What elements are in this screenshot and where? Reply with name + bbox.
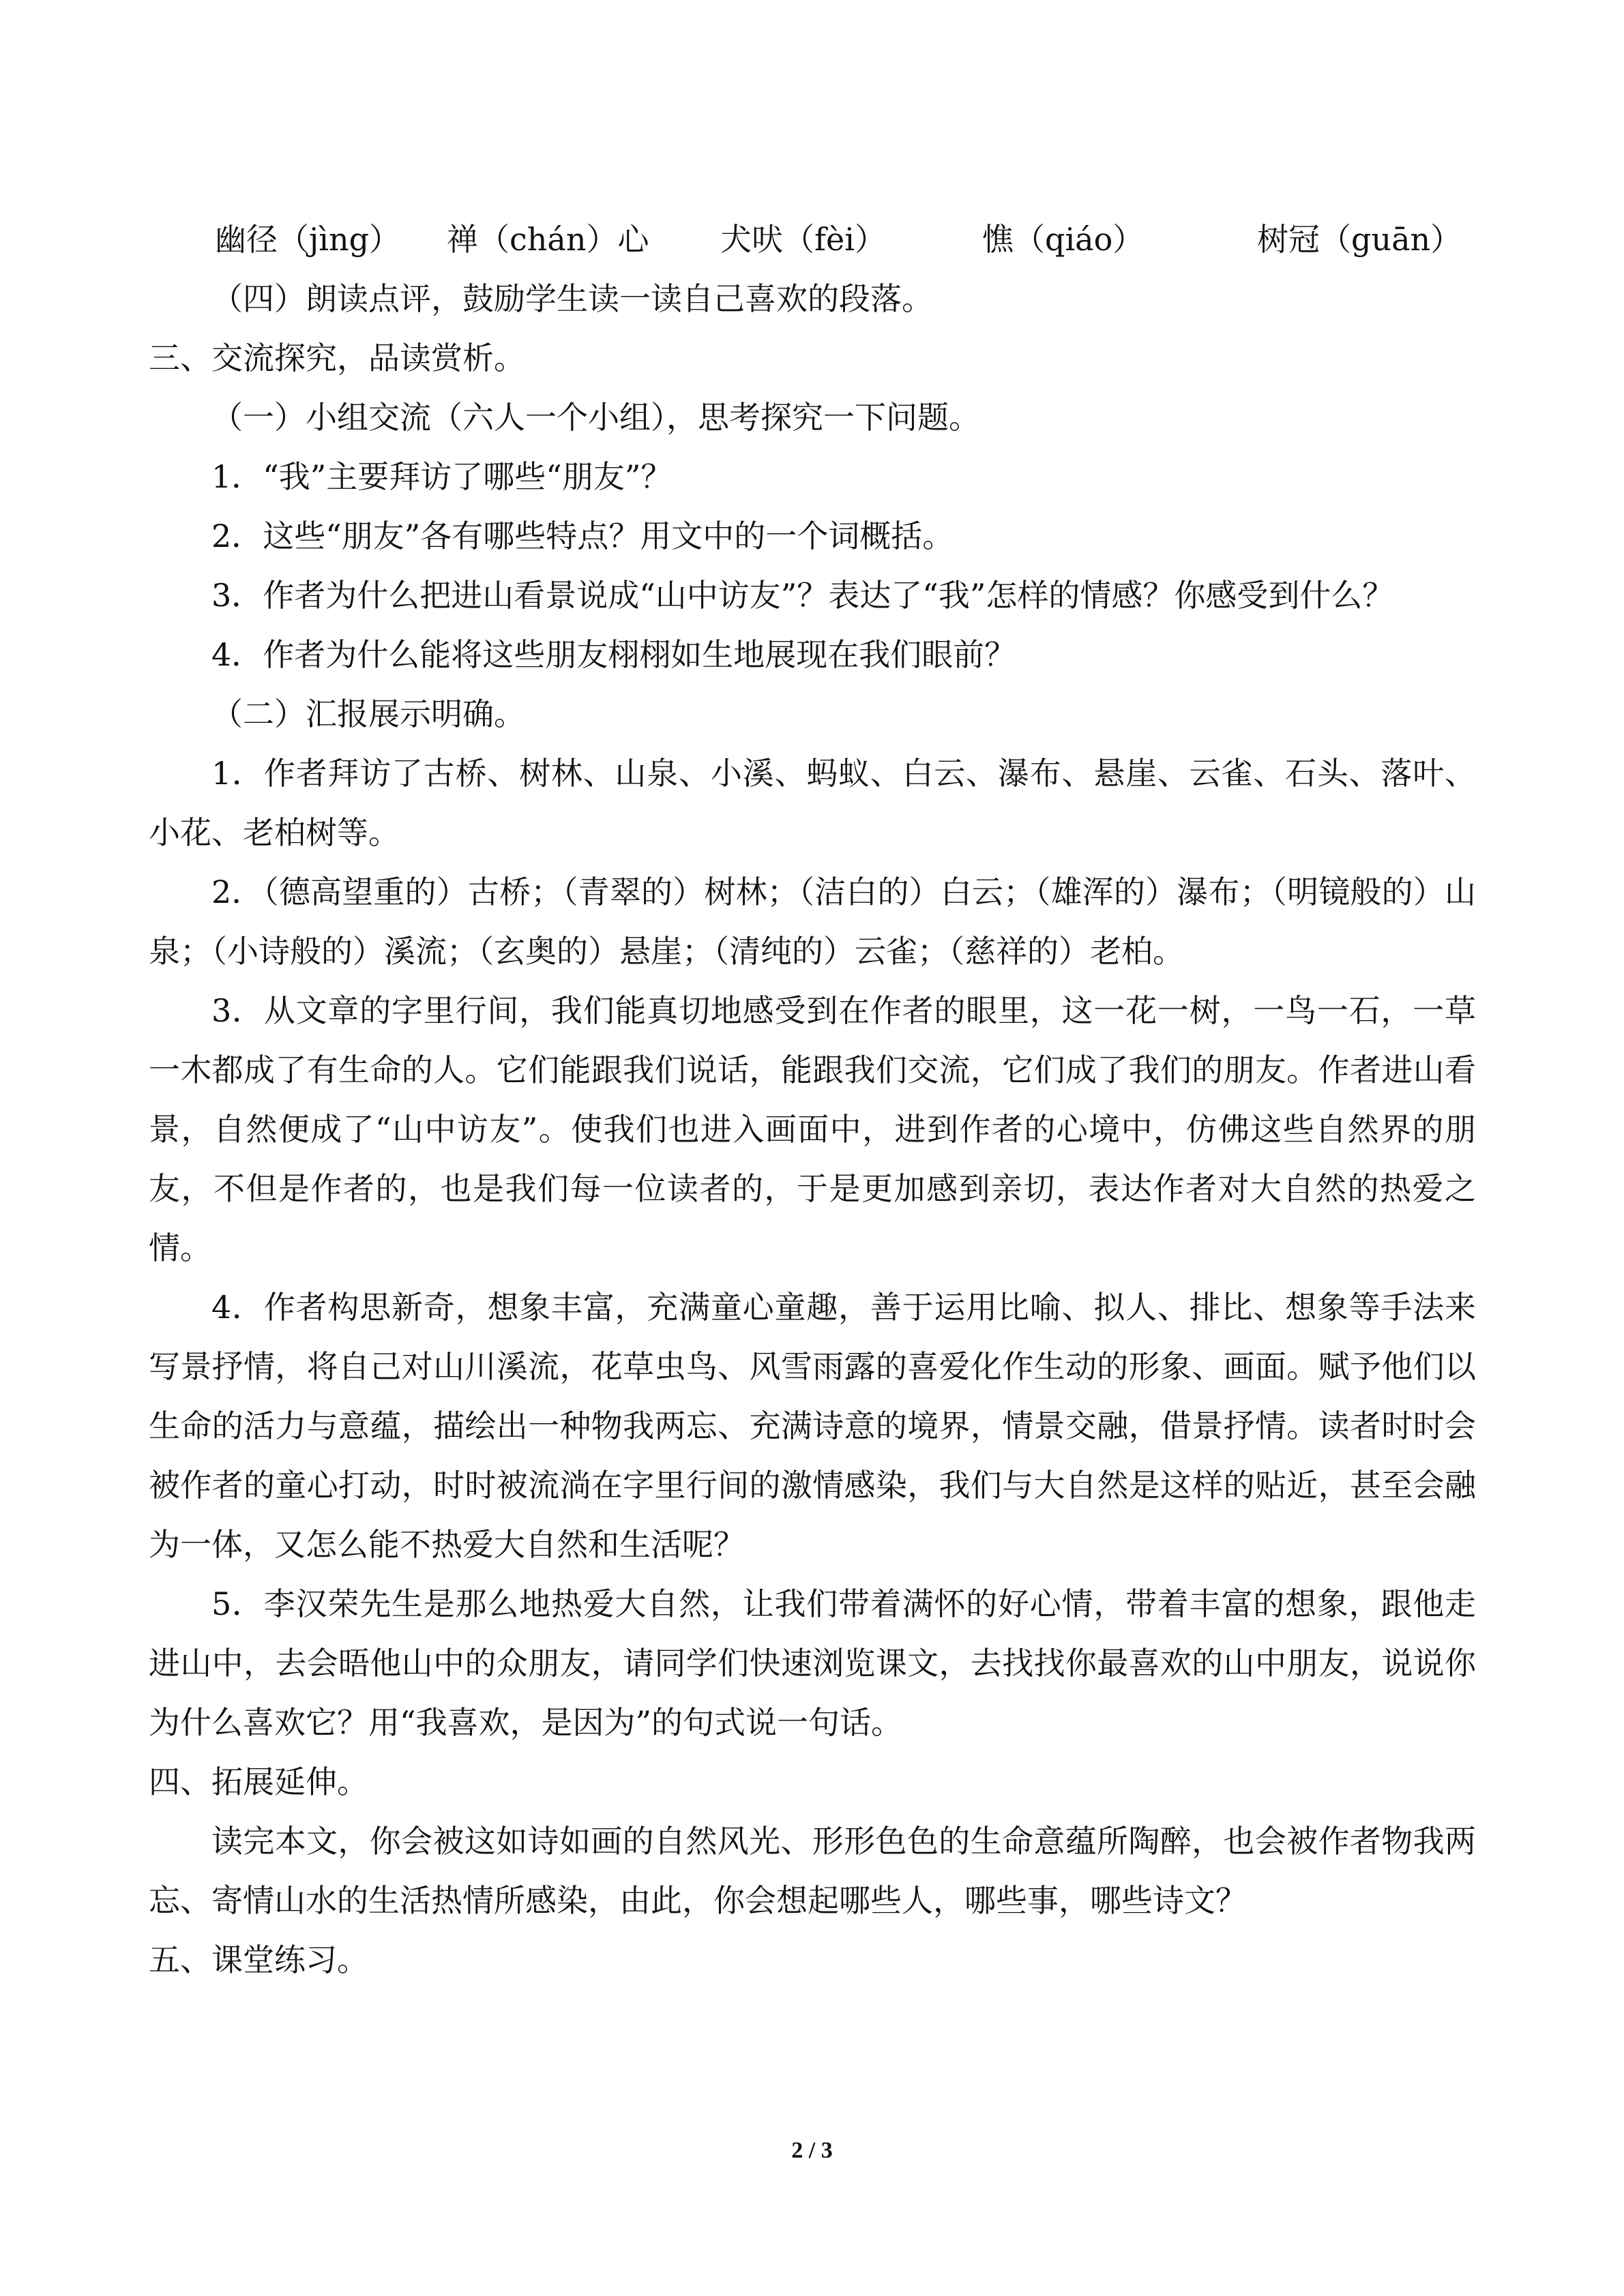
answer-paragraph: 3．从文章的字里行间，我们能真切地感受到在作者的眼里，这一花一树，一鸟一石，一草一木都成了有生命的人。它们能跟我们说话，能跟我们交流，它们成了我们的朋友。作者进山看景，自然便成了“山中访友”。使我们也进入画面中，进到作者的心境中，仿佛这些自然界的朋友，不但是作者的，也是我们每一位读者的，于是更加感到亲切，表达作者对大自然的热爱之情。 (149, 992, 1476, 1266)
answer-paragraph: 1．作者拜访了古桥、树林、山泉、小溪、蚂蚁、白云、瀑布、悬崖、云雀、石头、落叶、小花、老柏树等。 (149, 755, 1476, 851)
section-heading: 三、交流探究，品读赏析。 (149, 340, 525, 376)
pinyin-word: 禅（chán）心 (447, 221, 649, 258)
answer-paragraph: 2．（德高望重的）古桥；（青翠的）树林；（洁白的）白云；（雄浑的）瀑布；（明镜般的）山泉；（小诗般的）溪流；（玄奥的）悬崖；（清纯的）云雀；（慈祥的）老柏。 (149, 874, 1476, 970)
pinyin-word: 幽径（jìng） (215, 221, 401, 258)
subsection-heading: （二）汇报展示明确。 (211, 696, 525, 732)
section-heading: 五、课堂练习。 (149, 1941, 368, 1978)
question-item: 3．作者为什么把进山看景说成“山中访友”？表达了“我”怎样的情感？你感受到什么？ (211, 577, 1394, 614)
page-number: 2 / 3 (791, 2138, 833, 2163)
question-item: 2．这些“朋友”各有哪些特点？用文中的一个词概括。 (211, 518, 954, 554)
pinyin-vocabulary-row (149, 210, 1476, 269)
pinyin-word: 憔（qiáo） (982, 221, 1145, 258)
section-heading: 四、拓展延伸。 (149, 1763, 368, 1800)
answer-paragraph: 5．李汉荣先生是那么地热爱大自然，让我们带着满怀的好心情，带着丰富的想象，跟他走进山中，去会晤他山中的众朋友，请同学们快速浏览课文，去找找你最喜欢的山中朋友，说说你为什么喜欢它？用“我喜欢，是因为”的句式说一句话。 (149, 1585, 1476, 1741)
question-item: 1．“我”主要拜访了哪些“朋友”？ (211, 458, 673, 495)
subsection-heading: （一）小组交流（六人一个小组），思考探究一下问题。 (211, 399, 980, 436)
pinyin-word: 犬吠（fèi） (720, 221, 886, 258)
document-body (149, 210, 1476, 1990)
answer-paragraph: 4．作者构思新奇，想象丰富，充满童心童趣，善于运用比喻、拟人、排比、想象等手法来写景抒情，将自己对山川溪流，花草虫鸟、风雪雨露的喜爱化作生动的形象、画面。赋予他们以生命的活力与意蕴，描绘出一种物我两忘、充满诗意的境界，情景交融，借景抒情。读者时时会被作者的童心打动，时时被流淌在字里行间的激情感染，我们与大自然是这样的贴近，甚至会融为一体，又怎么能不热爱大自然和生活呢？ (149, 1289, 1476, 1563)
body-paragraph: 读完本文，你会被这如诗如画的自然风光、形形色色的生命意蕴所陶醉，也会被作者物我两忘、寄情山水的生活热情所感染，由此，你会想起哪些人，哪些事，哪些诗文？ (149, 1823, 1476, 1919)
section-item: （四）朗读点评，鼓励学生读一读自己喜欢的段落。 (211, 280, 933, 317)
pinyin-word: 树冠（guān） (1257, 221, 1462, 258)
question-item: 4．作者为什么能将这些朋友栩栩如生地展现在我们眼前？ (211, 636, 1016, 673)
